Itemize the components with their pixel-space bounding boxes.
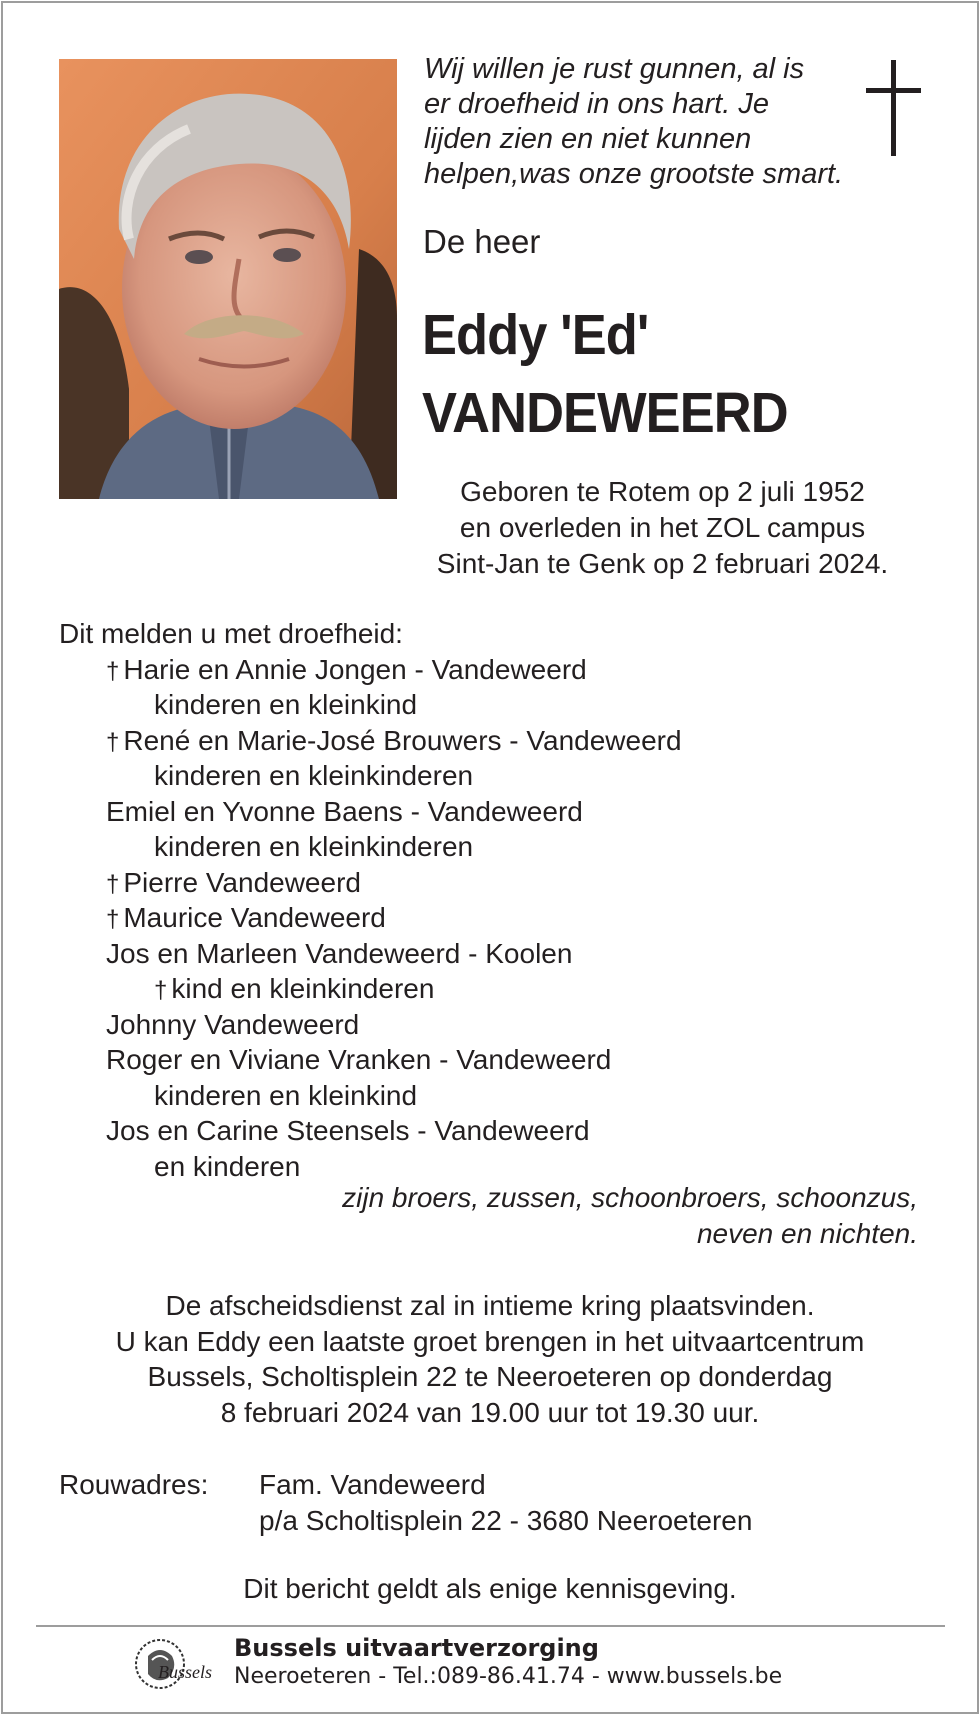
service-line: 8 februari 2024 van 19.00 uur tot 19.30 uur. bbox=[220, 1396, 760, 1428]
first-name: Eddy 'Ed' bbox=[422, 303, 649, 367]
family-line: kinderen en kleinkind bbox=[154, 689, 418, 720]
family-line: † Pierre Vandeweerd bbox=[106, 866, 361, 898]
deceased-name bbox=[422, 296, 788, 452]
service-line: De afscheidsdienst zal in intieme kring plaatsvinden. bbox=[165, 1290, 815, 1321]
family-list bbox=[59, 616, 929, 1184]
birth-death-line: Geboren te Rotem op 2 juli 1952 bbox=[460, 476, 865, 507]
birth-death-line: en overleden in het ZOL campus bbox=[459, 512, 866, 543]
poem-line: helpen,was onze grootste smart. bbox=[424, 158, 844, 190]
family-line: † Harie en Annie Jongen - Vandeweerd bbox=[106, 653, 587, 685]
family-line: Emiel en Yvonne Baens - Vandeweerd bbox=[106, 795, 583, 827]
birth-death-info bbox=[400, 474, 925, 582]
family-line: † René en Marie-José Brouwers - Vandeweerd bbox=[106, 724, 682, 756]
birth-death-line: Sint-Jan te Genk op 2 februari 2024. bbox=[436, 548, 889, 579]
company-contact: Neeroeteren - Tel.:089-86.41.74 - www.bussels.be bbox=[234, 1664, 783, 1689]
cross-icon bbox=[864, 60, 924, 160]
dagger-icon: † bbox=[106, 657, 120, 685]
memorial-poem bbox=[424, 52, 894, 192]
address-lines bbox=[259, 1467, 752, 1538]
funeral-home-footer bbox=[234, 1633, 782, 1691]
footer-divider bbox=[36, 1625, 945, 1627]
closing-line: zijn broers, zussen, schoonbroers, schoonzus, bbox=[342, 1182, 918, 1213]
dagger-icon: † bbox=[154, 977, 168, 1004]
family-line: kinderen en kleinkind bbox=[154, 1079, 418, 1111]
closing-line: neven en nichten. bbox=[696, 1218, 918, 1249]
family-line: Johnny Vandeweerd bbox=[106, 1008, 360, 1040]
family-line: kinderen en kleinkinderen bbox=[154, 831, 474, 862]
family-line: Roger en Viviane Vranken - Vandeweerd bbox=[106, 1044, 612, 1075]
family-line: † kind en kleinkinderen bbox=[154, 973, 435, 1004]
poem-line: lijden zien en niet kunnen bbox=[424, 123, 752, 155]
family-line: Jos en Marleen Vandeweerd - Koolen bbox=[106, 937, 573, 969]
portrait-photo bbox=[59, 59, 397, 499]
poem-line: Wij willen je rust gunnen, al is bbox=[424, 53, 805, 85]
dagger-icon: † bbox=[106, 906, 120, 933]
notice-text: Dit bericht geldt als enige kennisgeving. bbox=[243, 1573, 737, 1604]
relations-closing bbox=[342, 1180, 918, 1252]
family-intro: Dit melden u met droefheid: bbox=[59, 618, 403, 649]
service-line: U kan Eddy een laatste groet brengen in het uitvaartcentrum bbox=[115, 1325, 865, 1357]
poem-line: er droefheid in ons hart. Je bbox=[424, 88, 769, 120]
address-label: Rouwadres: bbox=[59, 1469, 209, 1500]
service-info bbox=[40, 1288, 940, 1430]
family-line: † Maurice Vandeweerd bbox=[106, 902, 386, 933]
salutation: De heer bbox=[423, 223, 541, 260]
bussels-logo bbox=[130, 1634, 220, 1696]
family-line: en kinderen bbox=[154, 1150, 301, 1182]
company-name: Bussels uitvaartverzorging bbox=[234, 1634, 599, 1662]
service-line: Bussels, Scholtisplein 22 te Neeroeteren op donderdag bbox=[147, 1361, 833, 1392]
dagger-icon: † bbox=[106, 728, 120, 756]
family-line: Jos en Carine Steensels - Vandeweerd bbox=[106, 1115, 590, 1146]
dagger-icon: † bbox=[106, 870, 120, 898]
last-name: VANDEWEERD bbox=[422, 381, 788, 445]
address-line: p/a Scholtisplein 22 - 3680 Neeroeteren bbox=[259, 1504, 753, 1536]
address-line: Fam. Vandeweerd bbox=[259, 1469, 486, 1500]
family-line: kinderen en kleinkinderen bbox=[154, 760, 474, 791]
logo-text: Bussels bbox=[158, 1662, 212, 1682]
